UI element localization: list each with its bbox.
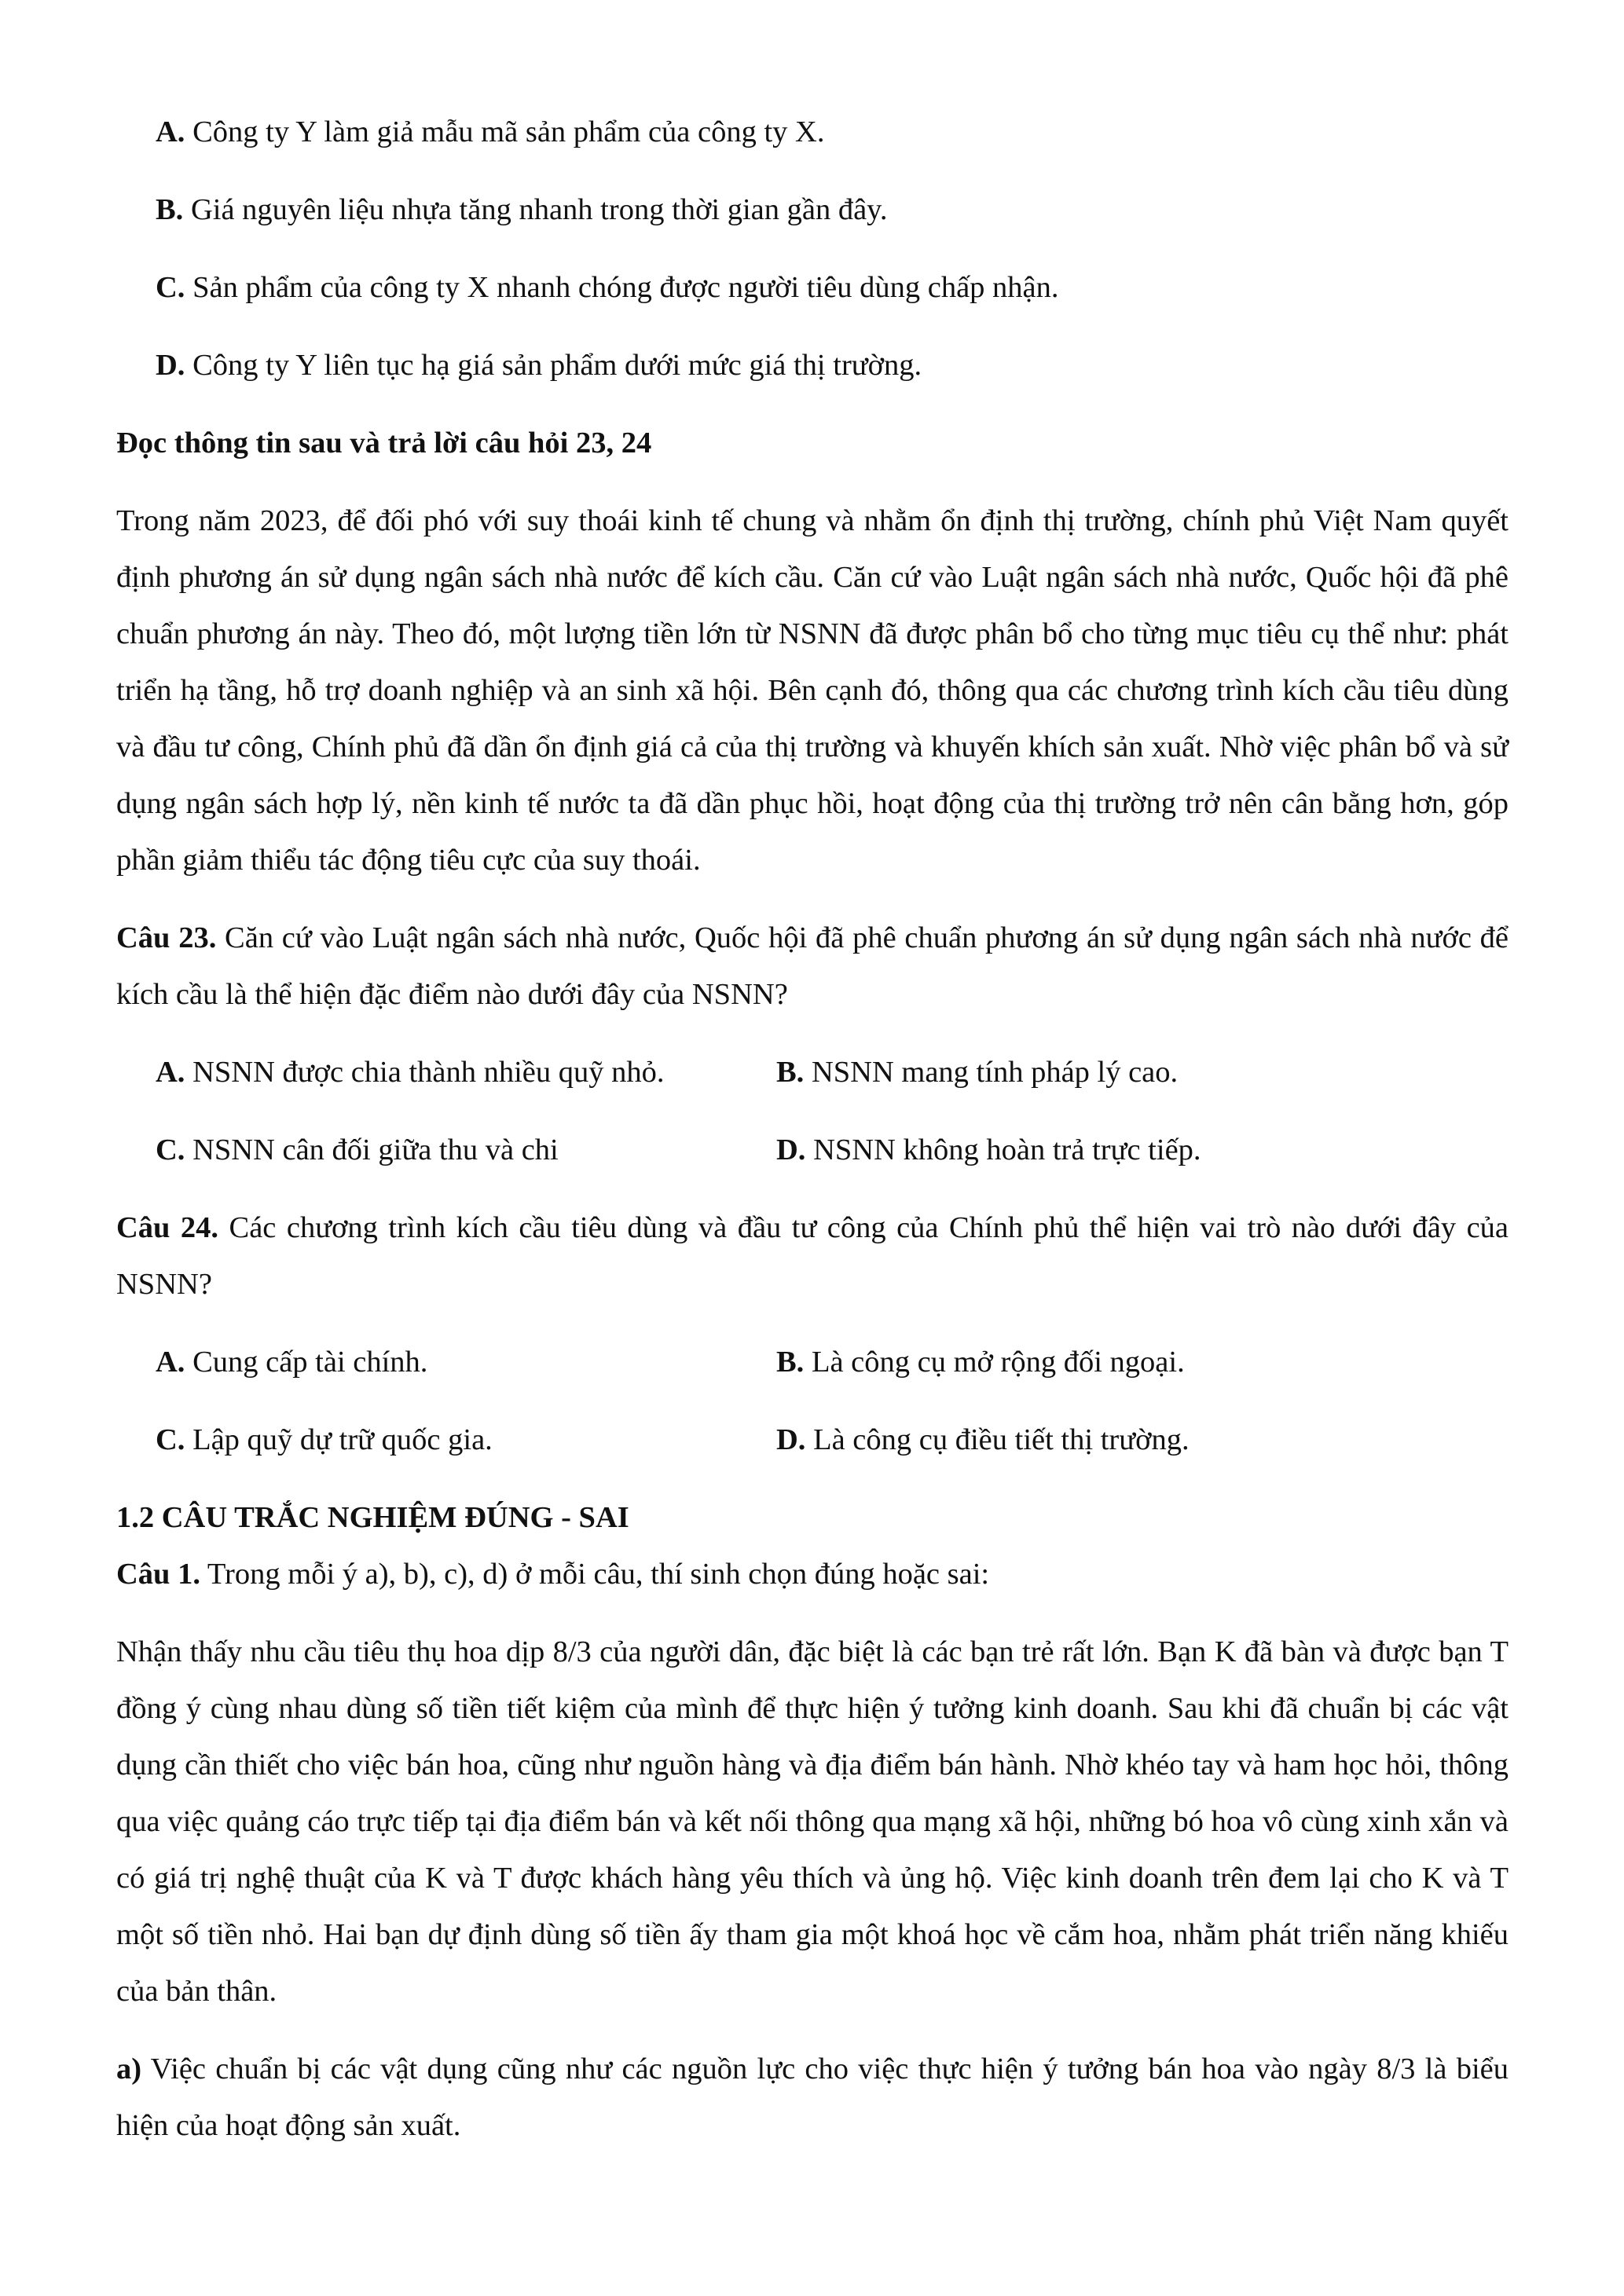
option-label: B. (776, 1346, 805, 1379)
q24-option-c (156, 1412, 776, 1468)
q24-option-b (776, 1334, 1397, 1390)
q22-option-b (116, 181, 1509, 238)
q24-option-d (776, 1412, 1397, 1468)
section-heading: 1.2 CÂU TRẮC NGHIỆM ĐÚNG - SAI (116, 1501, 629, 1534)
option-text: Công ty Y làm giả mẫu mã sản phẩm của công ty X. (185, 115, 825, 148)
option-label: A. (156, 1346, 185, 1379)
document-page (116, 104, 1509, 2175)
option-text: Là công cụ mở rộng đối ngoại. (804, 1346, 1185, 1379)
option-text: Là công cụ điều tiết thị trường. (805, 1423, 1190, 1456)
q23-options-row-2 (116, 1122, 1509, 1178)
item-label: a) (116, 2052, 142, 2085)
q22-option-a (116, 104, 1509, 160)
option-text: Lập quỹ dự trữ quốc gia. (185, 1423, 493, 1456)
q23-option-c (156, 1122, 776, 1178)
question-label: Câu 23. (116, 921, 217, 954)
item-text: Việc chuẩn bị các vật dụng cũng như các nguồn lực cho việc thực hiện ý tưởng bán hoa vào ngày 8/3 là biểu hiện của hoạt động sản xuất. (116, 2052, 1509, 2142)
q23-option-d (776, 1122, 1397, 1178)
option-text: NSNN cân đối giữa thu và chi (185, 1133, 559, 1166)
question-text: Trong mỗi ý a), b), c), d) ở mỗi câu, thí sinh chọn đúng hoặc sai: (200, 1558, 990, 1591)
option-text: Sản phẩm của công ty X nhanh chóng được người tiêu dùng chấp nhận. (185, 271, 1059, 304)
tf-question-1 (116, 1546, 1509, 1602)
option-label: C. (156, 1423, 185, 1456)
option-label: D. (156, 349, 185, 382)
q24-option-a (156, 1334, 776, 1390)
q23-option-b (776, 1044, 1397, 1100)
option-label: A. (156, 1056, 185, 1089)
option-label: D. (776, 1133, 806, 1166)
q22-option-c (116, 259, 1509, 316)
reading-passage: Trong năm 2023, để đối phó với suy thoái kinh tế chung và nhằm ổn định thị trường, chính phủ Việt Nam quyết định phương án sử dụng ngân sách nhà nước để kích cầu. Căn cứ vào Luật ngân sách nhà nước, Quốc hội đã phê chuẩn phương án này. Theo đó, một lượng tiền lớn từ NSNN đã được phân bổ cho từng mục tiêu cụ thể như: phát triển hạ tầng, hỗ trợ doanh nghiệp và an sinh xã hội. Bên cạnh đó, thông qua các chương trình kích cầu tiêu dùng và đầu tư công, Chính phủ đã dần ổn định giá cả của thị trường và khuyến khích sản xuất. Nhờ việc phân bổ và sử dụng ngân sách hợp lý, nền kinh tế nước ta đã dần phục hồi, hoạt động của thị trường trở nên cân bằng hơn, góp phần giảm thiểu tác động tiêu cực của suy thoái. (116, 504, 1509, 877)
option-text: NSNN được chia thành nhiều quỹ nhỏ. (185, 1056, 665, 1089)
q24-options-row-1 (116, 1334, 1509, 1390)
tf-question-1-item-a (116, 2041, 1509, 2154)
option-label: D. (776, 1423, 806, 1456)
option-label: C. (156, 1133, 185, 1166)
question-text: Căn cứ vào Luật ngân sách nhà nước, Quốc hội đã phê chuẩn phương án sử dụng ngân sách nhà nước để kích cầu là thể hiện đặc điểm nào dưới đây của NSNN? (116, 921, 1509, 1011)
q23-options-row-1 (116, 1044, 1509, 1100)
option-label: B. (156, 193, 184, 226)
question-text: Các chương trình kích cầu tiêu dùng và đầu tư công của Chính phủ thể hiện vai trò nào dưới đây của NSNN? (116, 1211, 1509, 1301)
option-text: NSNN mang tính pháp lý cao. (804, 1056, 1179, 1089)
question-24 (116, 1199, 1509, 1313)
option-text: Công ty Y liên tục hạ giá sản phẩm dưới mức giá thị trường. (185, 349, 922, 382)
option-label: B. (776, 1056, 805, 1089)
question-label: Câu 24. (116, 1211, 219, 1244)
option-text: Cung cấp tài chính. (185, 1346, 428, 1379)
option-label: C. (156, 271, 185, 304)
option-label: A. (156, 115, 185, 148)
question-23 (116, 910, 1509, 1023)
q22-option-d (116, 337, 1509, 394)
reading-heading: Đọc thông tin sau và trả lời câu hỏi 23, 24 (116, 427, 652, 460)
q23-option-a (156, 1044, 776, 1100)
question-label: Câu 1. (116, 1558, 200, 1591)
q24-options-row-2 (116, 1412, 1509, 1468)
option-text: NSNN không hoàn trả trực tiếp. (805, 1133, 1201, 1166)
tf-question-1-passage: Nhận thấy nhu cầu tiêu thụ hoa dịp 8/3 của người dân, đặc biệt là các bạn trẻ rất lớn. Bạn K đã bàn và được bạn T đồng ý cùng nhau dùng số tiền tiết kiệm của mình để thực hiện ý tưởng kinh doanh. Sau khi đã chuẩn bị các vật dụng cần thiết cho việc bán hoa, cũng như nguồn hàng và địa điểm bán hành. Nhờ khéo tay và ham học hỏi, thông qua việc quảng cáo trực tiếp tại địa điểm bán và kết nối thông qua mạng xã hội, những bó hoa vô cùng xinh xắn và có giá trị nghệ thuật của K và T được khách hàng yêu thích và ủng hộ. Việc kinh doanh trên đem lại cho K và T một số tiền nhỏ. Hai bạn dự định dùng số tiền ấy tham gia một khoá học về cắm hoa, nhằm phát triển năng khiếu của bản thân. (116, 1635, 1509, 2008)
option-text: Giá nguyên liệu nhựa tăng nhanh trong thời gian gần đây. (183, 193, 888, 226)
